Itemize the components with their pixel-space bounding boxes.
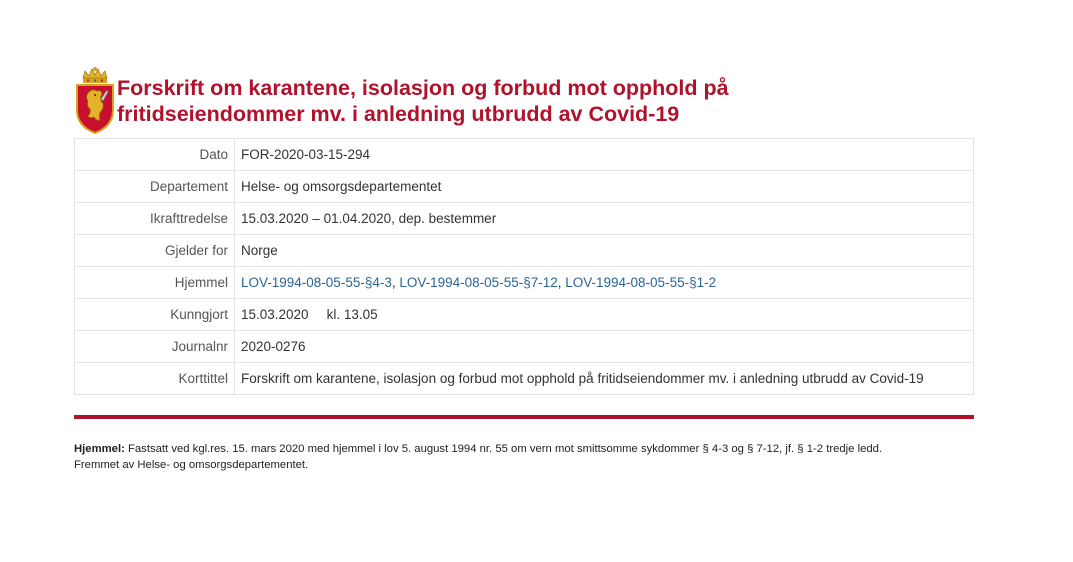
table-row (75, 299, 974, 331)
table-row (75, 267, 974, 299)
table-row (75, 171, 974, 203)
table-row (75, 331, 974, 363)
table-row (75, 235, 974, 267)
row-label-journalnr: Journalnr (75, 331, 235, 363)
hjemmel-link-3[interactable]: LOV-1994-08-05-55-§1-2 (565, 275, 717, 290)
note-label: Hjemmel: (74, 443, 125, 455)
row-label-departement: Departement (75, 171, 235, 203)
note-line-2: Fremmet av Helse- og omsorgsdepartementet. (74, 459, 309, 471)
row-label-korttittel: Korttittel (75, 363, 235, 395)
kunngjort-date: 15.03.2020 (241, 307, 309, 322)
row-label-ikrafttredelse: Ikrafttredelse (75, 203, 235, 235)
note-text: Fastsatt ved kgl.res. 15. mars 2020 med hjemmel i lov 5. august 1994 nr. 55 om vern mot smittsomme sykdommer § 4-3 og § 7-12, jf. § 1-2 tredje ledd. (124, 443, 883, 455)
metadata-table (74, 138, 974, 395)
kunngjort-time: kl. 13.05 (326, 307, 378, 322)
row-value-ikrafttredelse: 15.03.2020 – 01.04.2020, dep. bestemmer (235, 203, 974, 235)
link-separator: , (391, 275, 400, 290)
row-label-gjelder-for: Gjelder for (75, 235, 235, 267)
row-label-kunngjort: Kunngjort (75, 299, 235, 331)
row-label-dato: Dato (75, 139, 235, 171)
row-label-hjemmel: Hjemmel (75, 267, 235, 299)
link-separator: , (557, 275, 566, 290)
row-value-departement: Helse- og omsorgsdepartementet (235, 171, 974, 203)
table-row (75, 139, 974, 171)
page-title: Forskrift om karantene, isolasjon og forbud mot opphold på fritidseiendommer mv. i anledning utbrudd av Covid-19 (117, 76, 729, 126)
hjemmel-link-1[interactable]: LOV-1994-08-05-55-§4-3 (241, 275, 392, 290)
coat-of-arms-icon (74, 66, 116, 134)
row-value-hjemmel (235, 267, 974, 299)
section-divider (74, 415, 974, 419)
row-value-kunngjort (235, 299, 974, 331)
hjemmel-note (74, 441, 974, 473)
table-row (75, 363, 974, 395)
document-header (74, 66, 974, 134)
row-value-journalnr: 2020-0276 (235, 331, 974, 363)
row-value-korttittel: Forskrift om karantene, isolasjon og forbud mot opphold på fritidseiendommer mv. i anledning utbrudd av Covid-19 (235, 363, 974, 395)
hjemmel-link-2[interactable]: LOV-1994-08-05-55-§7-12 (399, 275, 558, 290)
table-row (75, 203, 974, 235)
note-line-1 (74, 441, 974, 457)
row-value-dato: FOR-2020-03-15-294 (235, 139, 974, 171)
row-value-gjelder-for: Norge (235, 235, 974, 267)
